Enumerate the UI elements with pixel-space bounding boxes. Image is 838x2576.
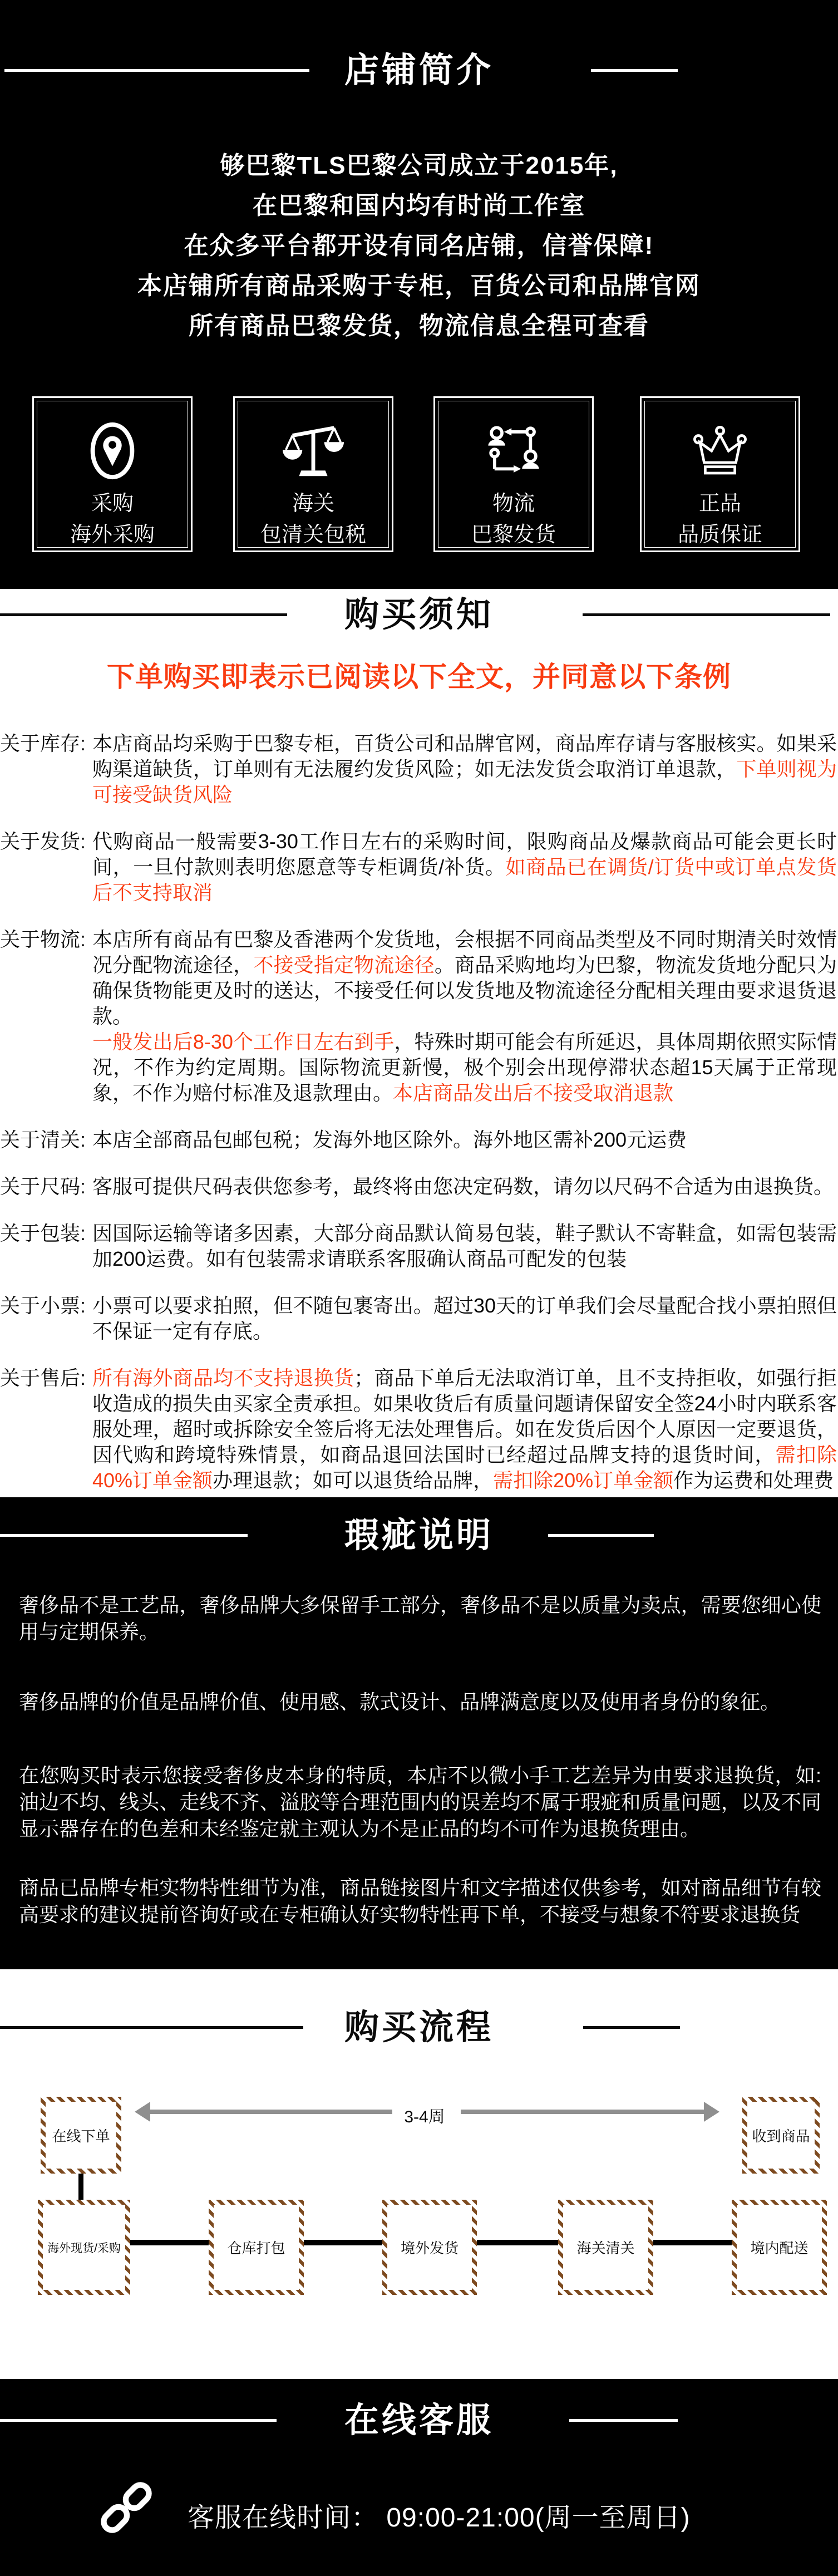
store-intro-line: 在巴黎和国内均有时尚工作室 [253,192,585,219]
feature-label: 品质保证 [677,523,762,547]
divider-line [548,1534,654,1537]
flow-connector [304,2240,382,2245]
divider-line [0,613,287,616]
divider-line [583,2026,680,2029]
arrow-left-shaft [149,2110,392,2114]
notice-item [0,1174,837,1199]
feature-box-purchasing [32,396,193,552]
flow-step-label: 海外现货/采购 [43,2205,125,2290]
notice-item [0,1127,837,1153]
notice-item-label: 关于库存: [0,732,86,755]
purchase-flow-header [0,2008,838,2047]
section-store-intro [0,0,838,589]
notice-item-label: 关于小票: [0,1294,86,1317]
flow-connector-vertical [78,2174,83,2200]
store-intro-line: 够巴黎TLS巴黎公司成立于2015年, [220,152,618,179]
notice-text: 。商品采购地均为巴黎，物流发货地分配只为确保货物能更及时的送达，不接受任何以发货地及物流途径分配相关理由要求退货退款。 [92,953,837,1028]
flow-duration-label: 3-4周 [404,2108,445,2126]
flow-step-label: 收到商品 [747,2102,815,2169]
defect-paragraph: 在您购买时表示您接受奢侈皮本身的特质，本店不以微小手工艺差异为由要求退换货，如:油边不均、线头、走线不齐、溢胶等合理范围内的误差均不属于瑕疵和质量问题，以及不同显示器存在的色差和未经鉴定就主观认为不是正品的均不可作为退换货理由。 [19,1764,821,1840]
defect-note-header [0,1516,838,1555]
notice-text: ，特殊时期可能会有所延迟，具体周期依照实际情况，不作为约定周期。国际物流更新慢，极个别会出现停滞状态超15天属于正常现象，不作为赔付标准及退款理由。 [92,1030,837,1104]
notice-text: 代购商品一般需要3-30工作日左右的采购时间，限购商品及爆款商品可能会更长时间，一旦付款则表明您愿意等专柜调货/补货。 [92,830,837,878]
flow-connector [477,2240,558,2245]
divider-line [591,69,678,72]
notice-highlight-text: 如商品已在调货/订货中或订单点发货后不支持取消 [92,856,837,904]
flow-step-receive-goods [742,2097,820,2174]
feature-label: 物流 [492,492,535,515]
notice-text: 本店商品均采购于巴黎专柜，百货公司和品牌官网，商品库存请与客服核实。如果采购渠道缺货，订单则有无法履约发货风险；如无法发货会取消订单退款， [92,732,837,780]
divider-line [0,1534,248,1537]
notice-item-label: 关于物流: [0,928,86,951]
notice-list [0,731,837,1515]
divider-line [0,2419,277,2422]
notice-item [0,829,837,906]
notice-item [0,927,837,1106]
feature-box-authentic [640,396,800,552]
feature-label: 采购 [91,492,134,515]
flow-step-label: 仓库打包 [214,2205,299,2290]
section-purchase-flow [0,1969,838,2379]
purchase-notice-header [0,596,838,635]
section-title-store-intro: 店铺简介 [344,51,494,90]
section-customer-service [0,2379,838,2576]
notice-item [0,1221,837,1272]
feature-box-customs [233,396,393,552]
divider-line [0,2026,303,2029]
store-intro-line: 在众多平台都开设有同名店铺，信誉保障! [184,232,654,259]
store-intro-line: 本店铺所有商品采购于专柜，百货公司和品牌官网 [137,272,701,299]
notice-item [0,731,837,808]
flow-step-label: 在线下单 [46,2102,116,2169]
notice-text: 办理退款；如可以退货给品牌， [213,1469,494,1492]
flow-step-overseas-shipping [382,2200,477,2295]
defect-paragraphs [19,1592,821,1928]
flow-step-overseas-stock [38,2200,130,2295]
customer-service-header [0,2401,838,2440]
notice-highlight-text: 所有海外商品均不支持退换货 [92,1366,354,1389]
section-title-customer-service: 在线客服 [344,2401,494,2440]
section-defect-note [0,1497,838,1969]
notice-text: 因国际运输等诸多因素，大部分商品默认简易包装，鞋子默认不寄鞋盒，如需包装需加200运费。如有包装需求请联系客服确认商品可配发的包装 [92,1222,837,1270]
notice-highlight-text: 一般发出后8-30个工作日左右到手 [92,1030,395,1053]
section-title-purchase-notice: 购买须知 [344,596,494,634]
store-intro-line: 所有商品巴黎发货，物流信息全程可查看 [189,312,649,340]
store-intro-header [0,51,838,90]
flow-connector [653,2240,732,2245]
defect-paragraph: 奢侈品不是工艺品，奢侈品牌大多保留手工部分，奢侈品不是以质量为卖点，需要您细心使用与定期保养。 [19,1594,821,1643]
notice-text: 本店所有商品有巴黎及香港两个发货地，会根据不同商品类型及不同时期清关时效情况分配物流途径， [92,928,837,976]
arrow-right-shaft [461,2110,704,2114]
feature-box-logistics [433,396,594,552]
notice-highlight-text: 不接受指定物流途径 [253,953,435,976]
section-title-purchase-flow: 购买流程 [344,2008,494,2047]
purchase-notice-subtitle: 下单购买即表示已阅读以下全文，并同意以下条例 [107,661,731,692]
flow-step-label: 海关清关 [563,2205,648,2290]
feature-label: 包清关包税 [260,523,366,547]
notice-highlight-text: 本店商品发出后不接受取消退款 [393,1081,674,1104]
notice-item [0,1293,837,1344]
section-purchase-notice [0,589,838,1497]
arrow-right-icon [704,2102,719,2122]
notice-item [0,1365,837,1493]
section-title-defect-note: 瑕疵说明 [344,1516,494,1555]
flow-step-label: 境内配送 [737,2205,822,2290]
flow-step-domestic-delivery [732,2200,827,2295]
divider-line [4,69,309,72]
notice-item-label: 关于售后: [0,1366,86,1389]
feature-label: 正品 [698,492,741,515]
notice-item-label: 关于包装: [0,1222,86,1245]
divider-line [569,2419,678,2422]
logistics-flow-icon [482,398,545,484]
crown-icon [688,398,752,484]
store-intro-text [0,146,838,346]
map-pin-icon [80,398,145,484]
arrow-left-icon [135,2102,150,2122]
feature-label: 海关 [292,492,334,515]
notice-text: 本店全部商品包邮包税；发海外地区除外。海外地区需补200元运费 [92,1128,687,1151]
scale-icon [280,398,346,484]
notice-highlight-text: 需扣除20%订单金额 [493,1469,674,1492]
defect-paragraph: 商品已品牌专柜实物特性细节为准，商品链接图片和文字描述仅供参考，如对商品细节有较高要求的建议提前咨询好或在专柜确认好实物特性再下单，不接受与想象不符要求退换货 [19,1876,821,1926]
notice-text: 小票可以要求拍照，但不随包裹寄出。超过30天的订单我们会尽量配合找小票拍照但不保证一定有存底。 [92,1294,837,1343]
service-hours-value: 09:00-21:00(周一至周日) [386,2503,691,2533]
chain-link-icon [97,2475,155,2543]
notice-highlight-text: 下单则视为可接受缺货风险 [92,758,837,806]
feature-label: 巴黎发货 [471,523,556,547]
notice-highlight-text: 需扣除40%订单金额 [92,1443,837,1492]
defect-paragraph: 奢侈品牌的价值是品牌价值、使用感、款式设计、品牌满意度以及使用者身份的象征。 [19,1690,781,1713]
notice-item-label: 关于清关: [0,1128,86,1151]
notice-text: 作为运费和处理费 [673,1469,834,1492]
service-hours-label: 客服在线时间： [188,2503,379,2533]
feature-label: 海外采购 [70,523,155,547]
flow-step-order-online [41,2097,121,2174]
notice-item-label: 关于尺码: [0,1175,86,1198]
divider-line [583,613,830,616]
flow-step-warehouse-packing [209,2200,304,2295]
notice-item-label: 关于发货: [0,830,86,853]
notice-text: ；商品下单后无法取消订单，且不支持拒收，如强行拒收造成的损失由买家全责承担。如果收货后有质量问题请保留安全签24小时内联系客服处理，超时或拆除安全签后将无法处理售后。如在发货后因个人原因一定要退货，因代购和跨境特殊情景，如商品退回法国时已经超过品牌支持的退货时间， [92,1366,837,1466]
flow-step-label: 境外发货 [387,2205,472,2290]
flow-connector [130,2240,209,2245]
notice-text: 客服可提供尺码表供您参考，最终将由您决定码数，请勿以尺码不合适为由退换货。 [92,1175,834,1198]
flow-step-customs-clearance [558,2200,653,2295]
